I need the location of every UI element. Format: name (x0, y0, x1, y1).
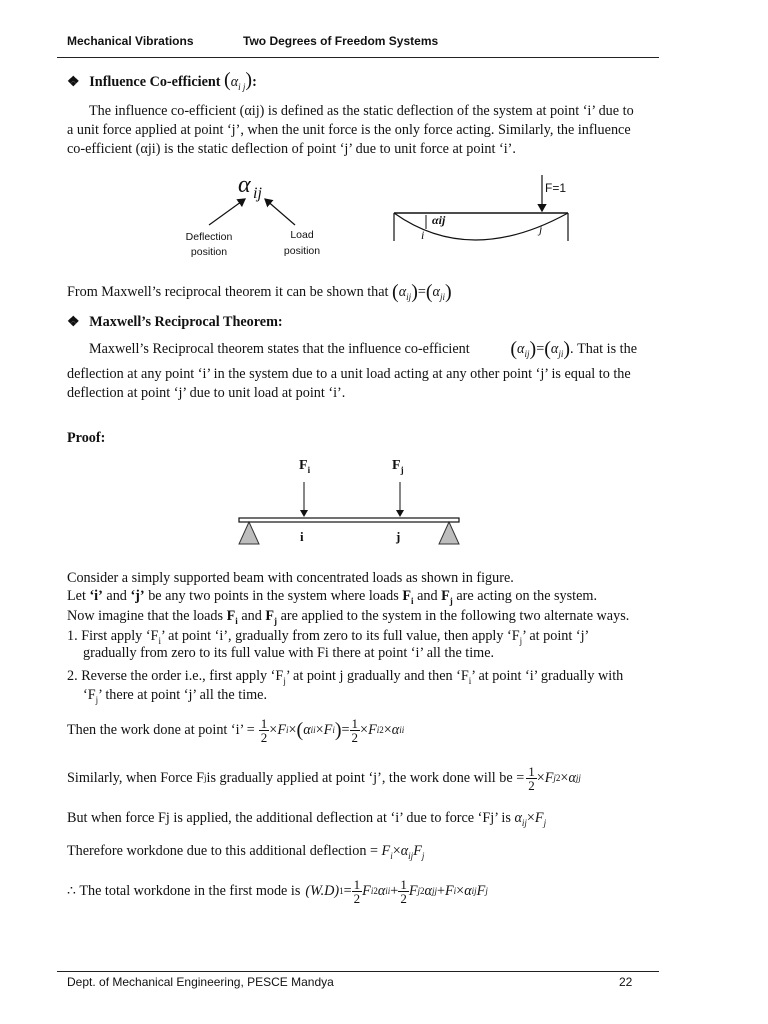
fig1-point-j: j (539, 222, 543, 236)
footer-left: Dept. of Mechanical Engineering, PESCE Mandya (67, 975, 334, 989)
deflection-arrow (209, 199, 245, 225)
maxwell-rhs-sub: ji (440, 291, 446, 302)
bullet-icon: ❖ (67, 74, 80, 90)
header-center: Two Degrees of Freedom Systems (243, 34, 439, 48)
list-item-1-line1: 1. First apply ‘$F_i$’ at point ‘i’, gradually from zero to its full value, then apply ‘$F_j$’ at point ‘j’ (67, 628, 590, 646)
proof-fj-label: $F_j$ (392, 458, 404, 475)
equation-2-text-b: is gradually applied at point ‘j’, the work done will be = (206, 769, 525, 786)
load-label (280, 227, 324, 259)
section2-title: Maxwell’s Reciprocal Theorem: (89, 314, 283, 330)
maxwell-lhs: α (398, 284, 407, 300)
page-number: 22 (619, 975, 633, 989)
list-item-2-line2: ‘$F_j$’ there at point ‘j’ all the time. (83, 687, 268, 705)
section1-para-line2: a unit force applied at point ‘j’, when the unit force is the only force acting. Similarly, the influence (67, 122, 631, 138)
theorem-lhs-sub: ij (524, 348, 530, 359)
header-left: Mechanical Vibrations (67, 34, 194, 48)
equation-1: Then the work done at point ‘i’ = $\frac{1}{2}$ × F i × ( α ii × F i ) = $\frac{1}{2}$ × F i 2 × α ii (67, 715, 405, 745)
fig1-beam-alpha: αij (432, 213, 446, 227)
section1-colon: : (252, 74, 257, 90)
section2-line1: Maxwell’s Reciprocal theorem states that the influence co-efficient $(\alpha_{ij})=(\alpha_{ji})$. That is the (89, 338, 637, 360)
section1-title: Influence Co-efficient (89, 74, 221, 90)
section2-line2: deflection at any point ‘i’ in the system due to a unit load acting at any other point ‘j’ is equal to the (67, 366, 631, 382)
equation-1-text: Then the work done at point ‘i’ = (67, 721, 255, 738)
body-line2: Let ‘i’ and ‘j’ be any two points in the system where loads $F_i$ and $F_j$ are acting on the system. (67, 588, 597, 606)
equation-3-text: But when force Fj is applied, the additional deflection at ‘i’ due to force ‘Fj’ is (67, 810, 511, 826)
fig1-alpha: α (238, 172, 251, 198)
load-arrow (265, 199, 295, 225)
bullet-icon: ❖ (67, 314, 80, 330)
equation-4: Therefore workdone due to this additional deflection = $F_i\times\alpha_{ij}F_j$ (67, 843, 425, 861)
load-label-1: Load (290, 229, 314, 241)
deflection-label-1: Deflection (185, 231, 233, 243)
footer-rule (57, 971, 659, 972)
equation-4-text: Therefore workdone due to this additional deflection = (67, 843, 378, 859)
equation-2: Similarly, when Force F j is gradually applied at point ‘j’, the work done will be = $\frac{1}{2}$ × F j 2 × α jj (67, 763, 581, 793)
proof-beam-diagram (235, 480, 465, 550)
load-label-2: position (283, 245, 321, 257)
maxwell-rhs: α (432, 284, 440, 300)
proof-title: Proof: (67, 430, 106, 446)
equation-5-text: ∴ The total workdone in the first mode is (67, 882, 301, 899)
header-rule (57, 57, 659, 58)
equation-3: But when force Fj is applied, the additional deflection at ‘i’ due to force ‘Fj’ is $\alpha_{ij}\times F_j$ (67, 810, 547, 828)
section2-heading (67, 313, 283, 332)
deflection-label-2: position (190, 246, 228, 258)
proof-beam (239, 518, 459, 522)
theorem-rhs-sub: ji (558, 348, 564, 359)
maxwell-line-text: From Maxwell’s reciprocal theorem it can be shown that (67, 284, 389, 300)
left-support-icon (239, 522, 259, 544)
fig1-ij: ij (253, 185, 262, 202)
list-item-1-line2: gradually from zero to its full value with Fi there at point ‘i’ all the time. (83, 645, 495, 661)
section2-line1-b: . That is the (570, 341, 637, 357)
proof-point-i: i (300, 529, 304, 544)
proof-point-j: j (396, 529, 401, 544)
equation-5: ∴ The total workdone in the first mode is (W.D) 1 = $\frac{1}{2}$ F i 2 α ii + $\frac{1}{2}$ F j 2 α jj + F i × α ij F j (67, 876, 488, 906)
equation-2-text-a: Similarly, when Force F (67, 769, 204, 786)
body-line3: Now imagine that the loads $F_i$ and $F_j$ are applied to the system in the following two alternate ways. (67, 608, 630, 626)
deflection-label (183, 230, 235, 260)
right-support-icon (439, 522, 459, 544)
maxwell-lhs-sub: ij (406, 291, 412, 302)
section1-subscript: i j (238, 81, 246, 92)
section1-symbol: α (230, 74, 239, 90)
maxwell-eq: = (417, 284, 426, 300)
fig1-force-label: F=1 (545, 181, 567, 195)
maxwell-line: From Maxwell’s reciprocal theorem it can be shown that $(\alpha_{ij})=(\alpha_{ji})$ (67, 281, 452, 303)
theorem-rhs: α (550, 341, 559, 357)
theorem-lhs: α (517, 341, 525, 357)
body-line1: Consider a simply supported beam with concentrated loads as shown in figure. (67, 570, 514, 586)
proof-fi-label: $F_i$ (299, 458, 311, 475)
section2-line3: deflection at point ‘j’ due to unit load at point ‘i’. (67, 385, 346, 401)
section2-line1-a: Maxwell’s Reciprocal theorem states that the influence co-efficient (89, 341, 470, 357)
list-item-2-line1: 2. Reverse the order i.e., first apply ‘$F_j$’ at point j gradually and then ‘$F_i$’ at point ‘i’ gradually with (67, 668, 624, 686)
theorem-eq: = (536, 341, 545, 357)
fig1-point-i: i (421, 228, 425, 242)
section1-para-line1: The influence co-efficient (αij) is defined as the static deflection of the system at point ‘i’ due to (89, 103, 634, 119)
section1-para-line3: co-efficient (αji) is the static deflection of point ‘j’ due to unit force at point ‘i’. (67, 141, 516, 157)
section1-heading: ❖ Influence Co-efficient $(\alpha_{i j})$: (67, 69, 257, 92)
